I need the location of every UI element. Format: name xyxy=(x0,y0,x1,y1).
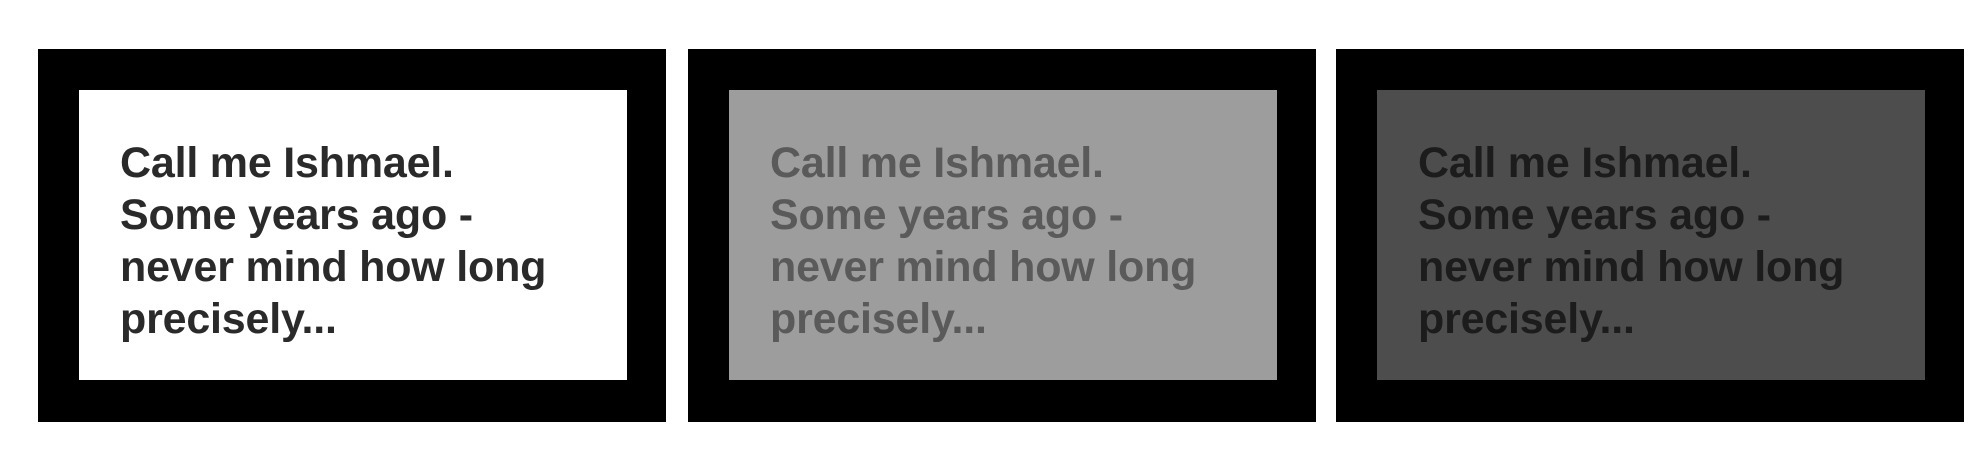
text-line: precisely... xyxy=(770,295,987,343)
screen-dark xyxy=(1377,90,1925,380)
screen-white xyxy=(79,90,627,380)
panel-dark xyxy=(1336,49,1964,422)
text-line: Call me Ishmael. xyxy=(770,139,1104,187)
text-line: never mind how long xyxy=(120,243,547,291)
text-line: precisely... xyxy=(1418,295,1635,343)
text-line: Call me Ishmael. xyxy=(1418,139,1752,187)
text-line: Call me Ishmael. xyxy=(120,139,454,187)
text-line: never mind how long xyxy=(770,243,1197,291)
text-line: never mind how long xyxy=(1418,243,1845,291)
screen-gray xyxy=(729,90,1277,380)
panel-gray xyxy=(688,49,1316,422)
text-line: Some years ago - xyxy=(1418,191,1771,239)
text-line: Some years ago - xyxy=(770,191,1123,239)
text-line: Some years ago - xyxy=(120,191,473,239)
text-line: precisely... xyxy=(120,295,337,343)
panel-white xyxy=(38,49,666,422)
